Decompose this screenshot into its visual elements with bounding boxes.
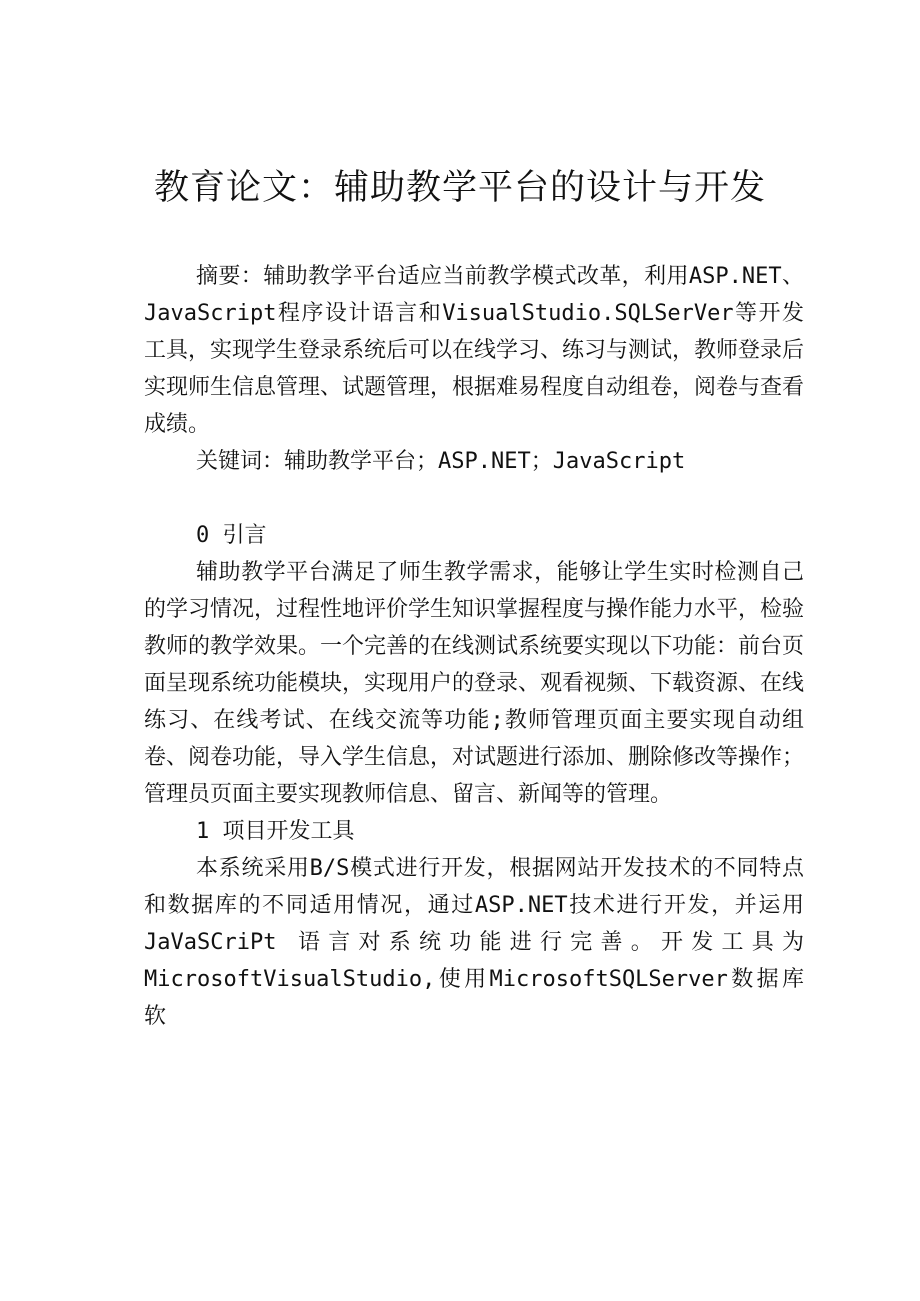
paper-title: 教育论文：辅助教学平台的设计与开发 [153, 168, 766, 208]
section-heading-introduction: 0 引言 [196, 523, 267, 548]
keywords-paragraph [144, 443, 804, 480]
abstract-label: 摘要： [196, 264, 264, 289]
paper-body [144, 258, 804, 1035]
section-gap [144, 480, 804, 517]
dev-tools-paragraph: 本系统采用B/S模式进行开发，根据网站开发技术的不同特点和数据库的不同适用情况，通过ASP.NET技术进行开发，并运用 JaVaSCriPt 语言对系统功能进行完善。开发工具为MicrosoftVisualStudio,使用MicrosoftSQLServer数据库软 [144, 856, 804, 1029]
introduction-paragraph: 辅助教学平台满足了师生教学需求，能够让学生实时检测自己的学习情况，过程性地评价学生知识掌握程度与操作能力水平，检验教师的教学效果。一个完善的在线测试系统要实现以下功能：前台页面呈现系统功能模块，实现用户的登录、观看视频、下载资源、在线练习、在线考试、在线交流等功能;教师管理页面主要实现自动组卷、阅卷功能，导入学生信息，对试题进行添加、删除修改等操作；管理员页面主要实现教师信息、留言、新闻等的管理。 [144, 560, 805, 807]
section-heading-dev-tools: 1 项目开发工具 [196, 819, 355, 844]
abstract-paragraph [144, 258, 804, 443]
abstract-text: 辅助教学平台适应当前教学模式改革，利用ASP.NET、JavaScript程序设计语言和VisualStudio.SQLSerVer等开发工具，实现学生登录系统后可以在线学习、练习与测试，教师登录后实现师生信息管理、试题管理，根据难易程度自动组卷，阅卷与查看成绩。 [144, 264, 805, 437]
keywords-label: 关键词： [196, 449, 285, 474]
keywords-text: 辅助教学平台；ASP.NET；JavaScript [284, 449, 686, 474]
